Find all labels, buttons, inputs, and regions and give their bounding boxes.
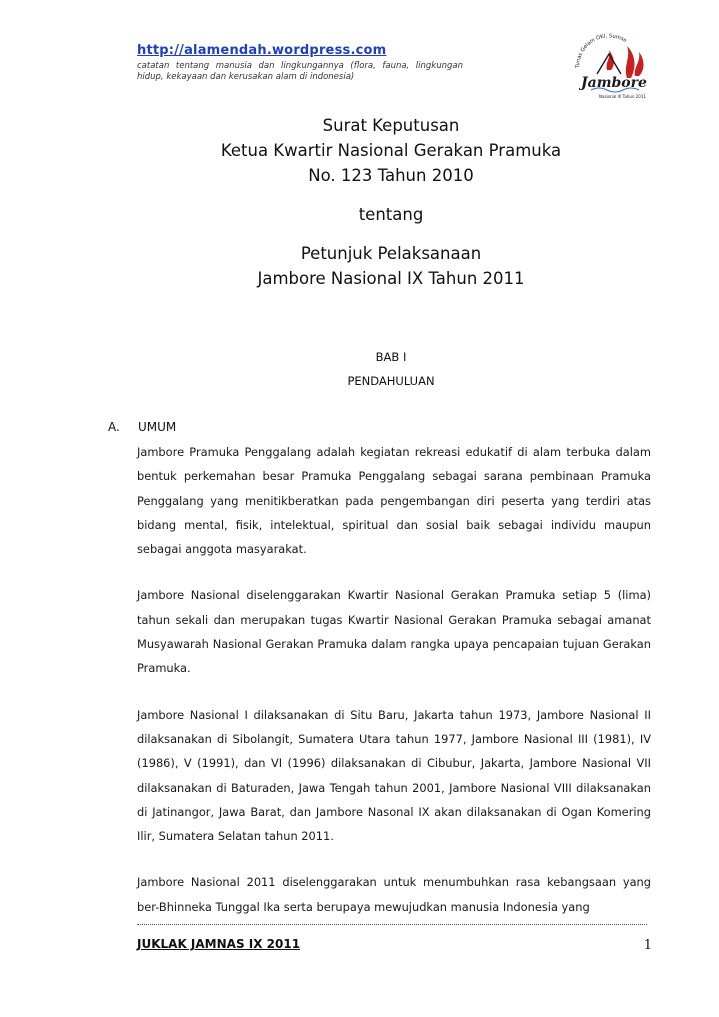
paragraph: Jambore Pramuka Penggalang adalah kegiatan rekreasi edukatif di alam terbuka dalam bentuk perkemahan besar Pramuka Penggalang sebagai sarana pembinaan Pramuka Penggalang yang menitikberatkan pada pengembangan diri peserta yang terdiri atas bidang mental, fisik, intelektual, spiritual dan sosial baik sebagai individu maupun sebagai anggota masyarakat. (137, 445, 651, 557)
logo-arc-text: Tunas Gelam OKI, Sumse (574, 33, 628, 69)
page-number: 1 (643, 938, 652, 953)
title-line-2: Ketua Kwartir Nasional Gerakan Pramuka (220, 141, 562, 160)
paragraph: Jambore Nasional 2011 diselenggarakan untuk menumbuhkan rasa kebangsaan yang ber-Bhinneka Tunggal Ika serta berupaya mewujudkan manusia Indonesia yang (137, 875, 651, 914)
jambore-logo-icon (565, 30, 655, 102)
paragraph: Jambore Nasional diselenggarakan Kwartir Nasional Gerakan Pramuka setiap 5 (lima) tahun sekali dan merupakan tugas Kwartir Nasional Gerakan Pramuka sebagai amanat Musyawarah Nasional Gerakan Pramuka dalam rangka upaya pencapaian tujuan Gerakan Pramuka. (137, 588, 651, 676)
svg-text:Tunas Gelam OKI, Sumsel (565, 30, 628, 69)
decree-title (150, 113, 632, 291)
chapter-number: BAB I (375, 350, 407, 364)
logo-sub-text: Nasional IX Tahun 2011 (599, 94, 646, 99)
title-line-3: No. 123 Tahun 2010 (308, 166, 474, 185)
footer-divider (137, 924, 647, 925)
paragraph: Jambore Nasional I dilaksanakan di Situ Baru, Jakarta tahun 1973, Jambore Nasional II dilaksanakan di Sibolangit, Sumatera Utara tahun 1977, Jambore Nasional III (1981), IV (1986), V (1991), dan VI (1996) dilaksanakan di Cibubur, Jakarta, Jambore Nasional VII dilaksanakan di Baturaden, Jawa Tengah tahun 2001, Jambore Nasional VIII dilaksanakan di Jatinangor, Jawa Barat, dan Jambore Nasonal IX akan dilaksanakan di Ogan Komering Ilir, Sumatera Selatan tahun 2011. (137, 707, 651, 844)
site-tagline: catatan tentang manusia dan lingkungannya (flora, fauna, lingkungan hidup, kekayaan dan kerusakan alam di indonesia) (137, 61, 463, 82)
site-url-link[interactable]: http://alamendah.wordpress.com (137, 43, 387, 58)
chapter-name: PENDAHULUAN (347, 374, 435, 388)
section-letter: A. (108, 420, 120, 434)
footer-label: JUKLAK JAMNAS IX 2011 (137, 937, 301, 951)
body-text (137, 440, 651, 919)
title-line-1: Surat Keputusan (322, 116, 460, 135)
section-heading (108, 420, 176, 434)
section-title: UMUM (138, 420, 177, 434)
title-line-4: tentang (358, 205, 424, 224)
logo-word: Jambore (581, 75, 647, 91)
title-line-6: Jambore Nasional IX Tahun 2011 (257, 269, 525, 288)
title-line-5: Petunjuk Pelaksanaan (300, 244, 482, 263)
chapter-heading (150, 345, 632, 393)
